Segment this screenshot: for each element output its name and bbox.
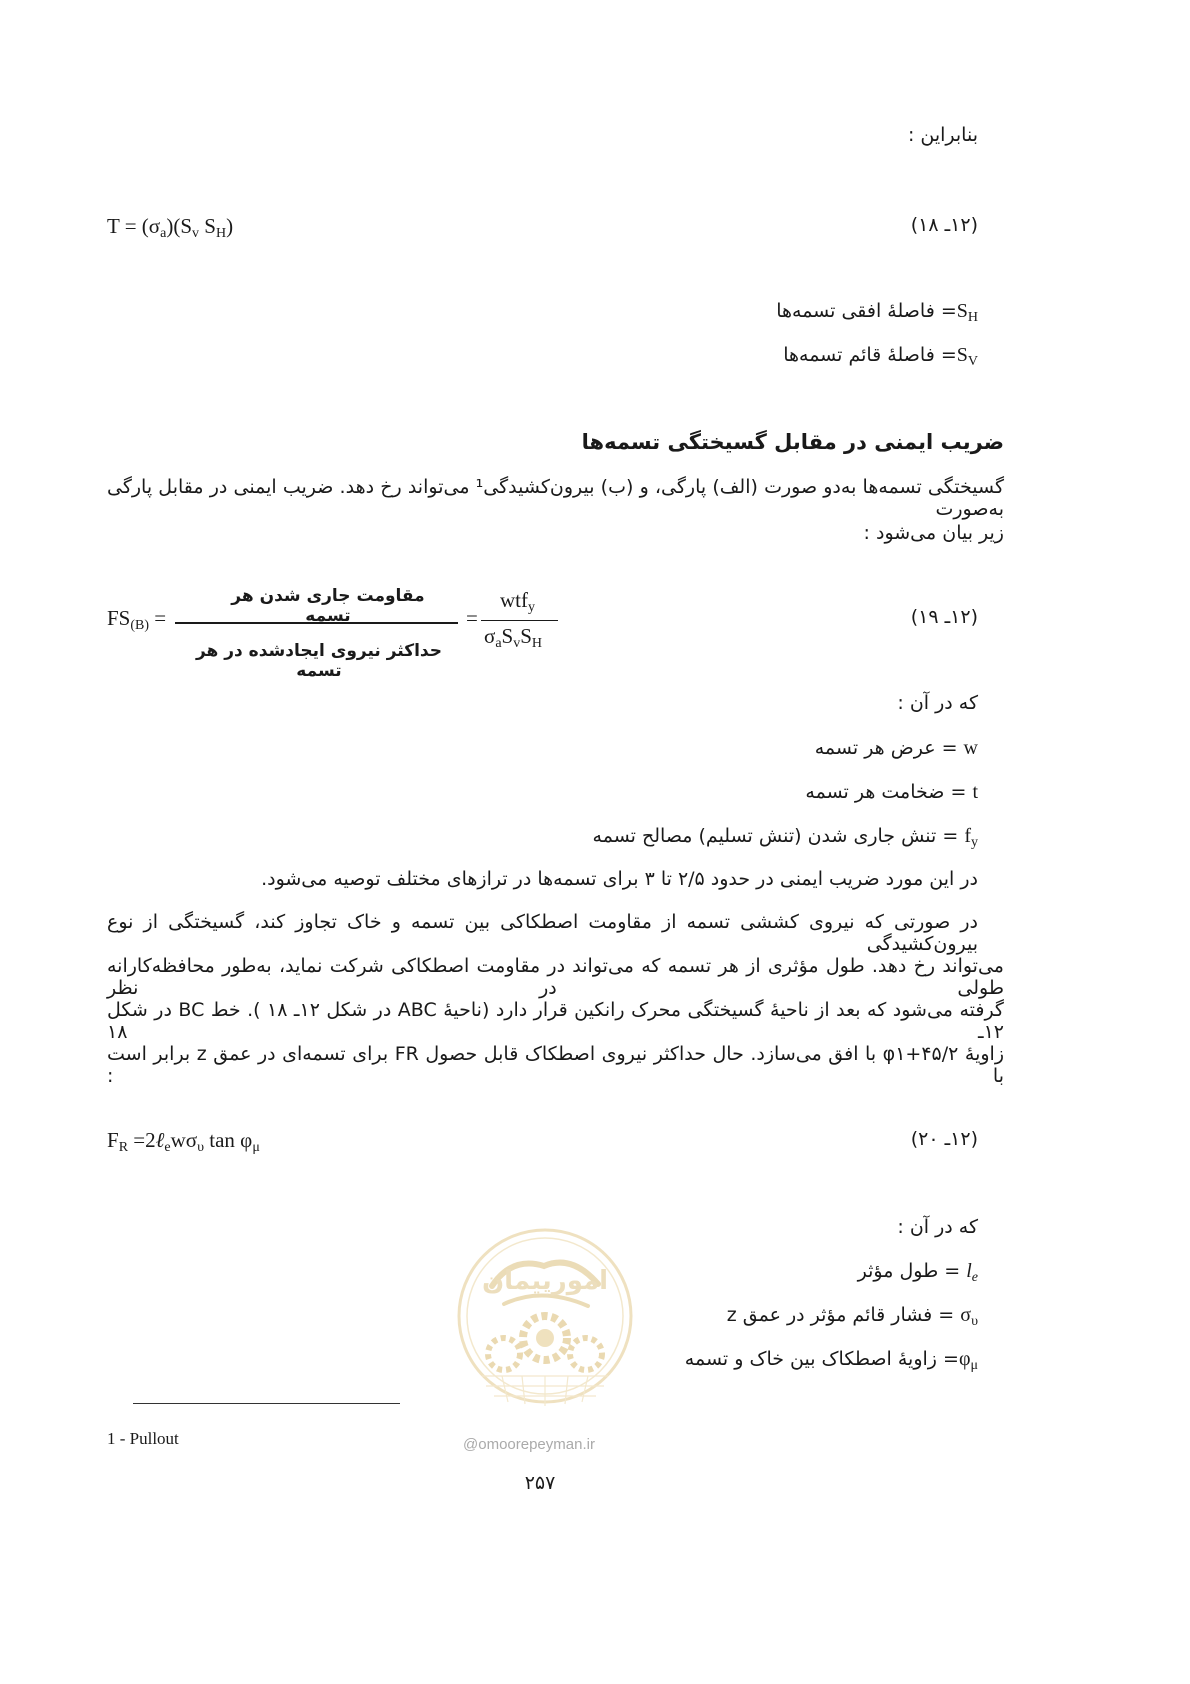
section-heading: ضریب ایمنی در مقابل گسیختگی تسمه‌ها — [581, 430, 1004, 454]
equation-19-fraction-bar-sym — [481, 620, 558, 621]
equation-19-numerator-sym: wtf$_y$ — [500, 588, 535, 615]
where-label-1: که در آن : — [897, 692, 978, 714]
watermark-logo — [452, 1226, 638, 1416]
equation-19-fraction-bar-text — [175, 622, 458, 624]
equation-19-numerator-text: مقاومت جاری شدن هر تسمه — [231, 586, 425, 626]
para3-line2: می‌تواند رخ دهد. طول مؤثری از هر تسمه که می‌تواند در مقاومت اصطکاکی شرکت نماید، به‌طور محافظه‌کارانه طولی در نظر — [107, 955, 1004, 999]
equation-19-denominator-sym: $\sigma_aS_vS_H$ — [484, 624, 543, 651]
para3-line3: گرفته می‌شود که بعد از ناحیهٔ گسیختگی محرک رانکین قرار دارد (ناحیهٔ ABC در شکل ۱۲ـ ۱۸ ). خط BC در شکل ۱۲ـ ۱۸ — [107, 999, 1004, 1043]
footnote: 1 - Pullout — [107, 1429, 179, 1448]
equation-19-denominator-text: حداکثر نیروی ایجادشده در هر تسمه — [195, 641, 443, 681]
equation-19-lhs: $FS_{(B)}$ = — [107, 606, 167, 633]
equation-20: $F_R$ $=2\ell_ew\sigma_\upsilon$ $\tan \varphi_\mu$ — [107, 1128, 260, 1155]
para3-line1: در صورتی که نیروی کششی تسمه از مقاومت اصطکاکی بین تسمه و خاک تجاوز کند، گسیختگی از نوع بیرون‌کشیدگی — [107, 911, 978, 955]
equation-18: $T = (\sigma_a)(S_v$ $S_H$) — [107, 214, 234, 241]
equation-19-equals: = — [466, 606, 478, 630]
def-sh: $S_H=$ فاصلهٔ افقی تسمه‌ها — [776, 300, 978, 325]
intro-text: بنابراین : — [907, 124, 978, 146]
footnote-rule — [133, 1403, 400, 1404]
watermark-url: @omoorepeyman.ir — [463, 1436, 595, 1453]
page-number: ۲۵۷ — [524, 1472, 556, 1494]
def-w: w = عرض هر تسمه — [814, 737, 978, 759]
def-sigma-upsilon: $\sigma_\upsilon$ = فشار قائم مؤثر در عمق z — [726, 1304, 978, 1329]
para2: در این مورد ضریب ایمنی در حدود ۲/۵ تا ۳ برای تسمه‌ها در ترازهای مختلف توصیه می‌شود. — [261, 868, 978, 890]
para1-line1: گسیختگی تسمه‌ها به‌دو صورت (الف) پارگی، و (ب) بیرون‌کشیدگی¹ می‌تواند رخ دهد. ضریب ایمنی در مقابل پارگی به‌صورت — [107, 476, 1004, 520]
def-phi-mu: $\varphi_\mu=$ زاویهٔ اصطکاک بین خاک و تسمه — [684, 1348, 978, 1373]
watermark-seal-icon — [452, 1226, 638, 1416]
def-le: $l_e$ = طول مؤثر — [857, 1260, 978, 1285]
equation-18-number: (۱۲ـ ۱۸) — [910, 214, 978, 236]
def-fy: $f_y$ = تنش جاری شدن (تنش تسلیم) مصالح تسمه — [592, 825, 978, 850]
equation-20-number: (۱۲ـ ۲۰) — [910, 1128, 978, 1150]
where-label-2: که در آن : — [897, 1216, 978, 1238]
para1-line2: زیر بیان می‌شود : — [863, 522, 1004, 544]
def-t: t = ضخامت هر تسمه — [805, 781, 978, 803]
watermark-logo-text: امورپیمان — [481, 1266, 609, 1296]
para3-line4: زاویهٔ ۲/φ۱+۴۵ با افق می‌سازد. حال حداکثر نیروی اصطکاک قابل حصول FR برای تسمه‌ای در عمق z برابر است با : — [107, 1043, 1004, 1087]
def-sv: $S_V=$ فاصلهٔ قائم تسمه‌ها — [783, 344, 978, 369]
equation-19-number: (۱۲ـ ۱۹) — [910, 606, 978, 628]
